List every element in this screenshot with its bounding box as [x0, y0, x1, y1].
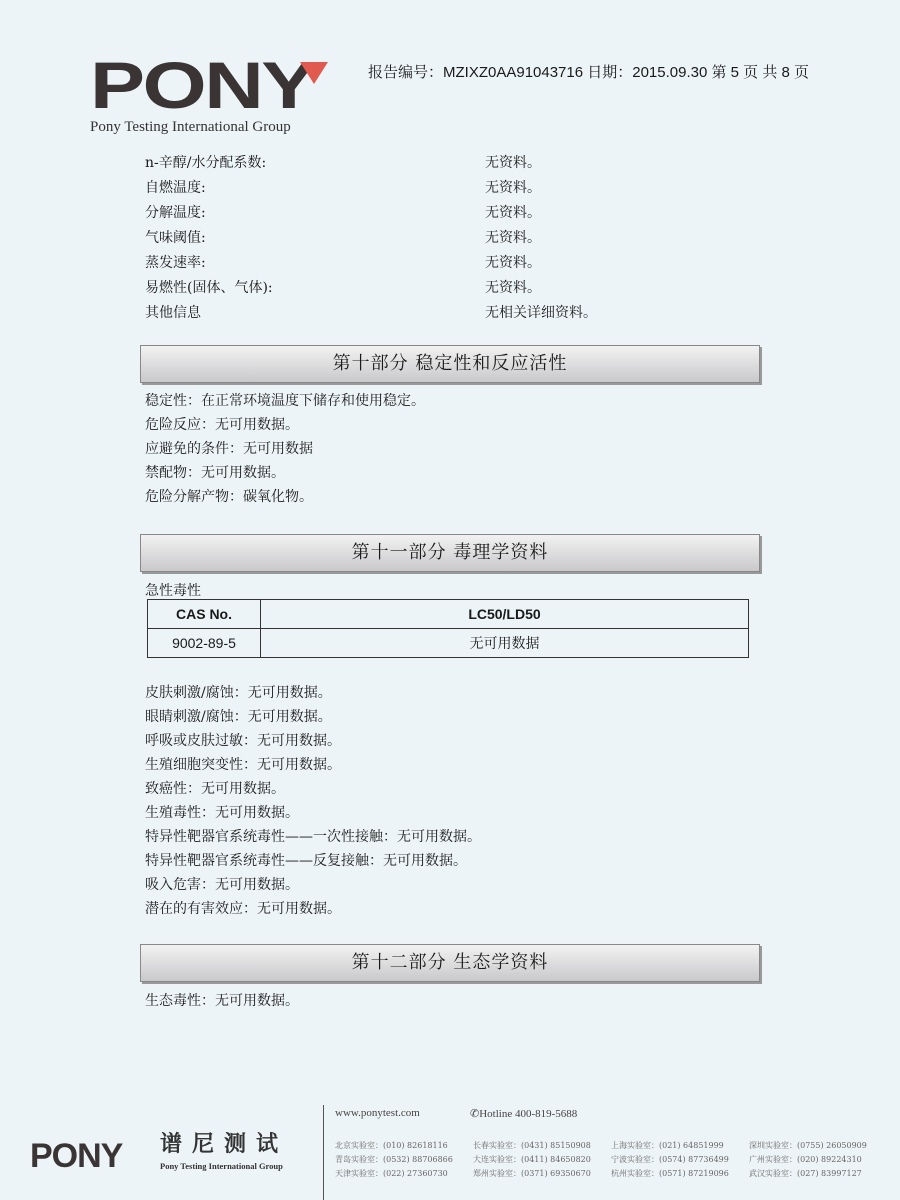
logo-subtitle: Pony Testing International Group — [90, 119, 291, 135]
cell-lc50: 无可用数据 — [261, 629, 749, 658]
report-info: 报告编号：MZIXZ0AA91043716 日期：2015.09.30 第 5 页 共 8 页 — [368, 64, 810, 81]
logo-triangle-icon — [300, 62, 328, 84]
footer-cn-name: 谱尼测试 — [160, 1131, 289, 1157]
lab-contact: 深圳实验室：(0755) 26050909 — [749, 1141, 867, 1150]
property-value: 无资料。 — [485, 155, 541, 171]
lab-contact: 长春实验室：(0431) 85150908 — [473, 1141, 591, 1150]
lab-contact: 青岛实验室：(0532) 88706866 — [335, 1155, 453, 1164]
property-label: 蒸发速率: — [145, 255, 206, 271]
footer-hotline: ✆Hotline 400-819-5688 — [470, 1108, 578, 1120]
property-value: 无资料。 — [485, 205, 541, 221]
section-11-line: 生殖细胞突变性：无可用数据。 — [145, 757, 341, 773]
property-value: 无资料。 — [485, 280, 541, 296]
property-label: 易燃性(固体、气体): — [145, 280, 273, 296]
section-11-line: 眼睛刺激/腐蚀：无可用数据。 — [145, 709, 332, 725]
lab-contact: 武汉实验室：(027) 83997127 — [749, 1169, 862, 1178]
footer-website[interactable]: www.ponytest.com — [335, 1107, 420, 1119]
col-cas: CAS No. — [148, 600, 261, 629]
property-label: 分解温度: — [145, 205, 206, 221]
section-11-line: 呼吸或皮肤过敏：无可用数据。 — [145, 733, 341, 749]
lab-contact: 宁波实验室：(0574) 87736499 — [611, 1155, 729, 1164]
section-12-line: 生态毒性：无可用数据。 — [145, 993, 299, 1009]
section-11-line: 吸入危害：无可用数据。 — [145, 877, 299, 893]
cell-cas: 9002-89-5 — [148, 629, 261, 658]
footer-labs — [335, 1140, 887, 1179]
property-label: 其他信息 — [145, 305, 201, 321]
acute-toxicity-label: 急性毒性 — [145, 583, 201, 599]
property-row — [145, 252, 541, 272]
lab-contact: 大连实验室：(0411) 84650820 — [473, 1155, 591, 1164]
property-row — [145, 277, 541, 297]
section-10-line: 应避免的条件：无可用数据 — [145, 441, 313, 457]
property-value: 无资料。 — [485, 180, 541, 196]
section-11-line: 特异性靶器官系统毒性——反复接触：无可用数据。 — [145, 853, 467, 869]
toxicity-table — [147, 599, 749, 658]
property-label: n-辛醇/水分配系数: — [145, 155, 267, 171]
lab-contact: 上海实验室：(021) 64851999 — [611, 1141, 724, 1150]
col-lc50: LC50/LD50 — [261, 600, 749, 629]
section-10-line: 稳定性：在正常环境温度下储存和使用稳定。 — [145, 393, 425, 409]
section-11-line: 潜在的有害效应：无可用数据。 — [145, 901, 341, 917]
property-row — [145, 227, 541, 247]
property-row — [145, 177, 541, 197]
lab-contact: 北京实验室：(010) 82618116 — [335, 1141, 448, 1150]
table-header-row — [148, 600, 749, 629]
section-11-header: 第十一部分 毒理学资料 — [140, 534, 760, 572]
lab-contact: 杭州实验室：(0571) 87219096 — [611, 1169, 729, 1178]
section-10-line: 危险反应：无可用数据。 — [145, 417, 299, 433]
section-10-header: 第十部分 稳定性和反应活性 — [140, 345, 760, 383]
property-row — [145, 302, 597, 322]
lab-contact: 天津实验室：(022) 27360730 — [335, 1169, 448, 1178]
section-10-line: 禁配物：无可用数据。 — [145, 465, 285, 481]
property-label: 自燃温度: — [145, 180, 206, 196]
property-value: 无相关详细资料。 — [485, 305, 597, 321]
lab-contact: 郑州实验室：(0371) 69350670 — [473, 1169, 591, 1178]
footer-divider — [323, 1105, 324, 1200]
section-11-line: 生殖毒性：无可用数据。 — [145, 805, 299, 821]
property-row — [145, 202, 541, 222]
property-label: 气味阈值: — [145, 230, 206, 246]
footer-logo: PONY — [30, 1137, 123, 1175]
section-11-line: 皮肤刺激/腐蚀：无可用数据。 — [145, 685, 332, 701]
pony-logo: PONY — [90, 48, 314, 122]
section-10-line: 危险分解产物：碳氧化物。 — [145, 489, 313, 505]
table-row — [148, 629, 749, 658]
property-value: 无资料。 — [485, 230, 541, 246]
lab-contact: 广州实验室：(020) 89224310 — [749, 1155, 862, 1164]
footer-en-name: Pony Testing International Group — [160, 1161, 283, 1171]
section-11-line: 致癌性：无可用数据。 — [145, 781, 285, 797]
stamp-mark — [868, 490, 898, 650]
section-11-line: 特异性靶器官系统毒性——一次性接触：无可用数据。 — [145, 829, 481, 845]
section-12-header: 第十二部分 生态学资料 — [140, 944, 760, 982]
property-row — [145, 152, 541, 172]
property-value: 无资料。 — [485, 255, 541, 271]
